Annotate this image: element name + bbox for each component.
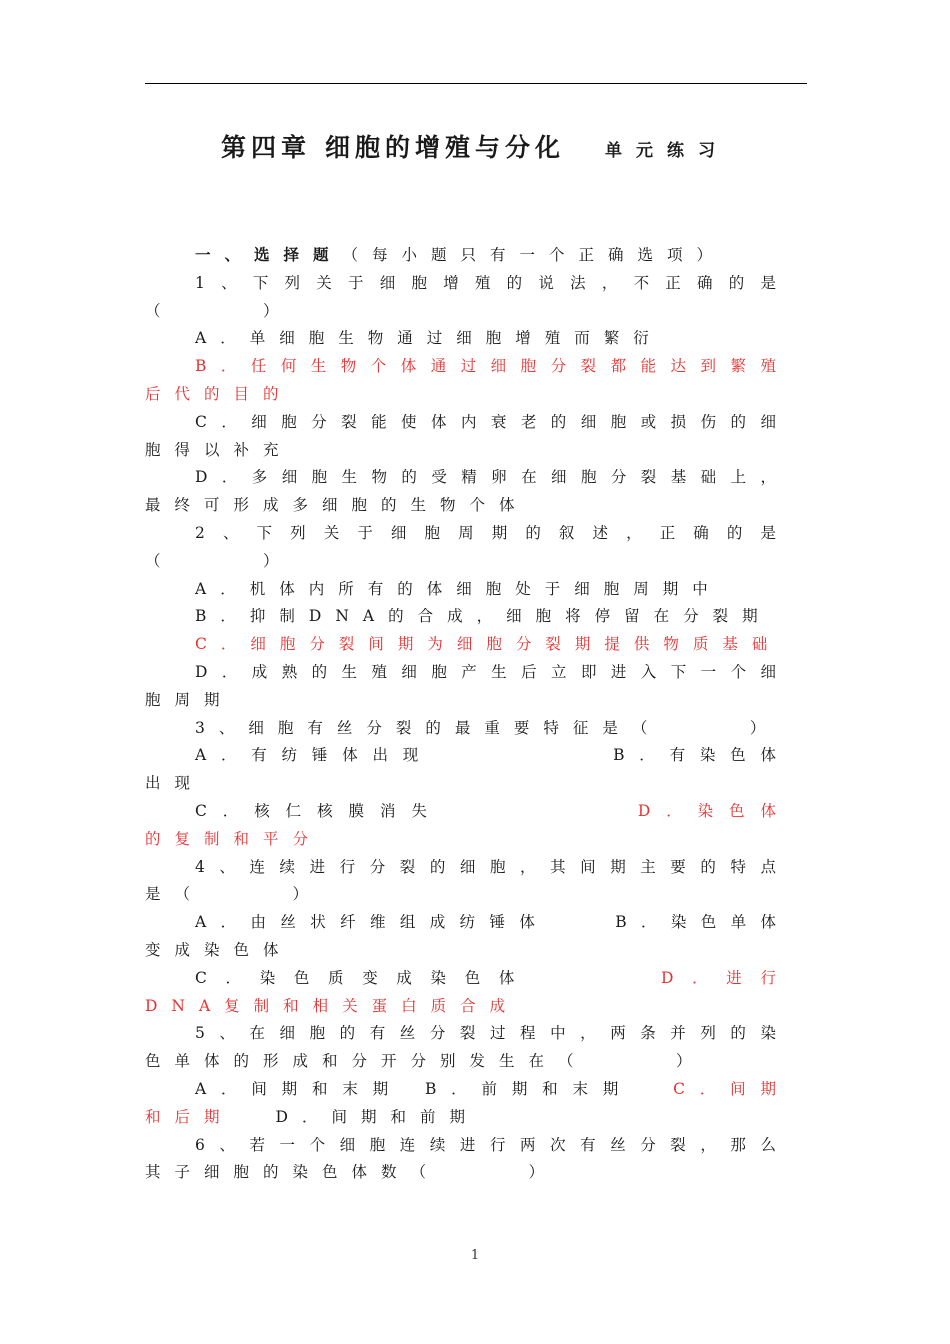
question-2-stem: 2、下列关于细胞周期的叙述，正确的是（ ） — [145, 523, 790, 570]
question-5-option-d: D．间期和前期 — [275, 1107, 479, 1126]
title-topic: 细胞的增殖与分化 — [325, 133, 566, 162]
question-4-option-c: C．染色质变成染色体 — [195, 968, 534, 987]
question-list — [145, 242, 790, 1187]
question-2-option-d: D．成熟的生殖细胞产生后立即进入下一个细胞周期 — [145, 662, 790, 709]
question-3-option-a: A．有纺锤体出现 — [195, 746, 434, 765]
title-chapter: 第四章 — [220, 133, 311, 162]
question-6-stem: 6、若一个细胞连续进行两次有丝分裂，那么其子细胞的染色体数（ ） — [145, 1135, 790, 1182]
question-1-stem: 1、下列关于细胞增殖的说法，不正确的是（ ） — [145, 273, 790, 320]
page-title — [0, 128, 950, 164]
question-5-options — [145, 1076, 790, 1132]
question-3-stem: 3、细胞有丝分裂的最重要特征是（ ） — [195, 718, 780, 737]
question-3-options-cd — [145, 798, 790, 854]
question-5-option-b: B．前期和末期 — [424, 1079, 634, 1098]
question-3-option-b: B．有染色体出现 — [145, 746, 790, 793]
section-heading: 一、选择题（每小题只有一个正确选项） — [195, 246, 727, 264]
question-1-option-a: A．单细胞生物通过细胞增殖而繁衍 — [195, 329, 663, 348]
question-3-option-d: D．染色体的复制和平分 — [145, 801, 790, 848]
question-4-option-d: D．进行DNA复制和相关蛋白质合成 — [145, 968, 790, 1015]
question-4-option-b: B．染色单体变成染色体 — [145, 913, 790, 959]
question-1-option-c: C．细胞分裂能使体内衰老的细胞或损伤的细胞得以补充 — [145, 412, 790, 459]
question-4-options-cd — [145, 965, 790, 1021]
question-2-option-a: A．机体内所有的体细胞处于细胞周期中 — [195, 579, 722, 598]
question-5-stem: 5、在细胞的有丝分裂过程中，两条并列的染色单体的形成和分开分别发生在（ ） — [145, 1024, 790, 1071]
question-2-option-b: B．抑制DNA的合成，细胞将停留在分裂期 — [195, 607, 772, 626]
question-3-options-ab — [145, 742, 790, 798]
title-subtitle: 单元练习 — [605, 141, 730, 161]
question-5-option-a: A．间期和末期 — [195, 1079, 403, 1098]
question-3-option-c: C．核仁核膜消失 — [195, 801, 443, 820]
question-2-option-c: C．细胞分裂间期为细胞分裂期提供物质基础 — [195, 635, 782, 654]
question-1-option-b: B．任何生物个体通过细胞分裂都能达到繁殖后代的目的 — [145, 357, 790, 403]
question-4-stem: 4、连续进行分裂的细胞，其间期主要的特点是（ ） — [145, 857, 790, 904]
page-number: 1 — [470, 1248, 480, 1263]
question-5-option-c: C．间期和后期 — [145, 1079, 790, 1126]
section-note: （每小题只有一个正确选项） — [342, 246, 727, 264]
header-rule — [145, 83, 807, 84]
question-1-option-d: D．多细胞生物的受精卵在细胞分裂基础上，最终可形成多细胞的生物个体 — [145, 468, 790, 515]
question-4-option-a: A．由丝状纤维组成纺锤体 — [195, 913, 550, 932]
question-4-options-ab — [145, 909, 790, 965]
